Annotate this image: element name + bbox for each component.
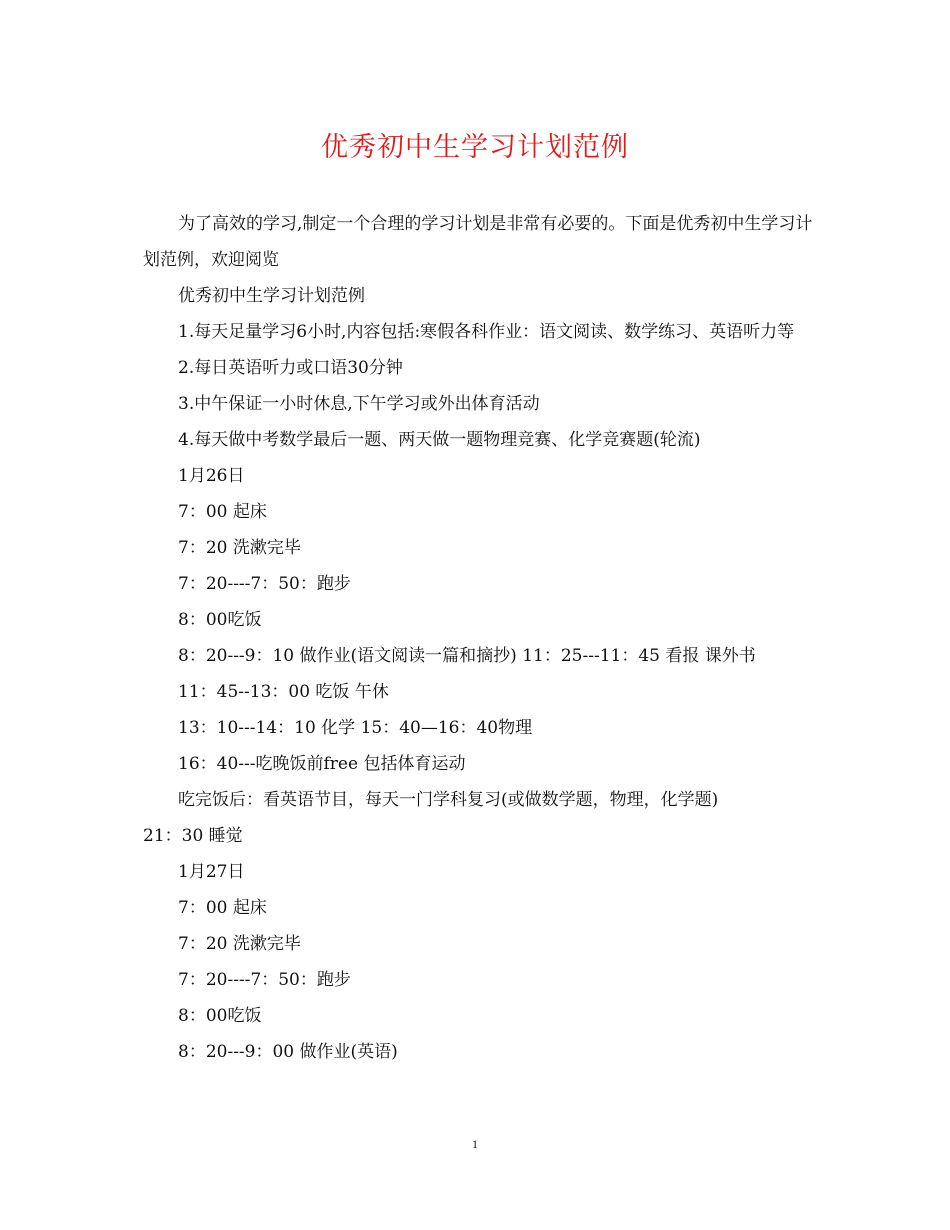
schedule-line: 7：20----7：50：跑步 [178,970,351,990]
schedule-line: 16：40---吃晚饭前free 包括体育运动 [178,754,466,774]
schedule-line: 7：20----7：50：跑步 [178,574,351,594]
paragraph-date-jan27: 1月27日 [178,862,245,882]
schedule-line-sleep: 21：30 睡觉 [143,826,243,846]
paragraph-rule-2: 2.每日英语听力或口语30分钟 [178,358,403,378]
schedule-line: 7：20 洗漱完毕 [178,538,301,558]
schedule-line: 7：00 起床 [178,502,267,522]
paragraph-intro: 为了高效的学习,制定一个合理的学习计划是非常有必要的。下面是优秀初中生学习计划范例，欢迎阅览 [143,214,813,270]
paragraph-rule-1: 1.每天足量学习6小时,内容包括:寒假各科作业：语文阅读、数学练习、英语听力等 [178,322,795,342]
schedule-line: 8：20---9：10 做作业(语文阅读一篇和摘抄) 11：25---11：45 看报 课外书 [178,646,756,666]
paragraph-rule-3: 3.中午保证一小时休息,下午学习或外出体育活动 [178,394,540,414]
schedule-line: 13：10---14：10 化学 15：40—16：40物理 [178,718,533,738]
paragraph-rule-4: 4.每天做中考数学最后一题、两天做一题物理竞赛、化学竞赛题(轮流) [178,430,701,450]
document-title: 优秀初中生学习计划范例 [321,132,629,163]
schedule-line: 7：00 起床 [178,898,267,918]
schedule-line: 8：00吃饭 [178,1006,262,1026]
page-number: 1 [472,1137,478,1151]
schedule-line: 7：20 洗漱完毕 [178,934,301,954]
schedule-line: 吃完饭后：看英语节目，每天一门学科复习(或做数学题，物理，化学题) [178,790,719,810]
paragraph-date-jan26: 1月26日 [178,466,245,486]
schedule-line: 8：00吃饭 [178,610,262,630]
paragraph-subtitle: 优秀初中生学习计划范例 [178,286,365,306]
schedule-line: 8：20---9：00 做作业(英语) [178,1042,398,1062]
document-body [143,206,815,1070]
schedule-line: 11：45--13：00 吃饭 午休 [178,682,389,702]
